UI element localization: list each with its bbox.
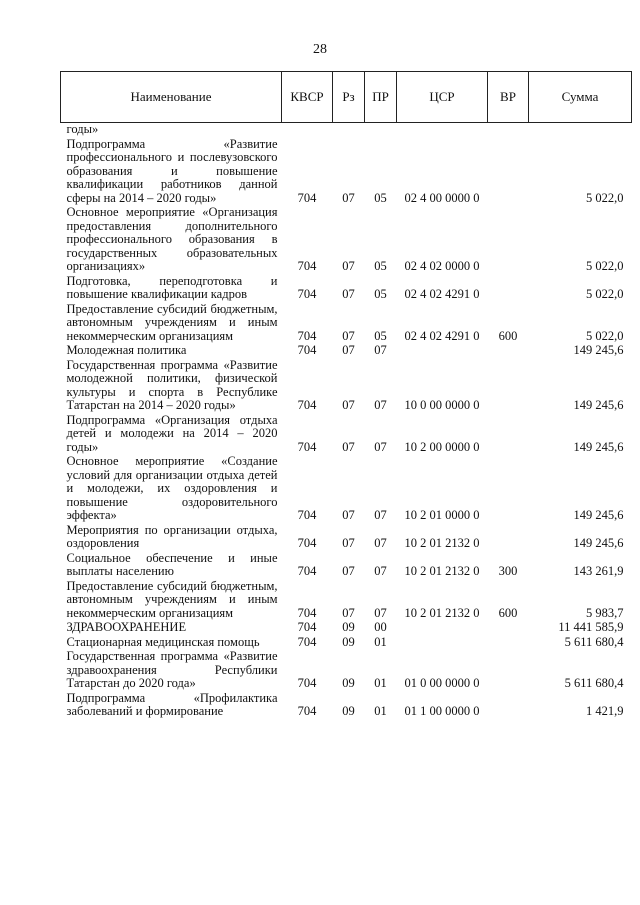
row-pr: 05 <box>374 328 387 343</box>
row-name: Предоставление субсидий бюджетным, автономным учреждениям и иным некоммерческим организациям <box>66 301 278 343</box>
row-pr <box>365 123 397 137</box>
row-vr <box>488 358 529 413</box>
row-name: ЗДРАВООХРАНЕНИЕ <box>66 620 187 634</box>
row-rz: 07 <box>342 508 355 522</box>
row-name: Подпрограмма «Организация отдыха детей и молодежи на 2014 – 2020 годы» <box>66 412 278 454</box>
row-csr: 10 2 00 0000 0 <box>404 439 480 454</box>
row-rz: 07 <box>342 343 355 357</box>
row-sum: 149 245,6 <box>573 508 624 522</box>
header-csr: ЦСР <box>397 72 488 123</box>
row-name: Государственная программа «Развитие здравоохранения Республики Татарстан до 2020 года» <box>66 649 278 690</box>
header-vr: ВР <box>488 72 529 123</box>
row-vr: 600 <box>498 328 518 343</box>
row-sum: 5 983,7 <box>586 605 624 620</box>
row-csr: 02 4 02 4291 0 <box>404 287 480 301</box>
table-row <box>61 358 632 413</box>
row-sum: 143 261,9 <box>573 564 624 578</box>
row-pr: 07 <box>374 536 387 550</box>
page-number: 28 <box>313 42 327 57</box>
row-csr: 02 4 00 0000 0 <box>404 190 480 205</box>
row-rz: 07 <box>342 439 355 454</box>
row-csr <box>397 620 488 635</box>
row-rz: 07 <box>342 328 355 343</box>
row-vr <box>488 205 529 274</box>
row-name: Основное мероприятие «Организация предоставления дополнительного профессионального образования в государственных образовательных организациях» <box>66 205 278 273</box>
table-row <box>61 454 632 523</box>
row-sum: 5 022,0 <box>586 259 624 273</box>
row-name: Подготовка, переподготовка и повышение квалификации кадров <box>66 273 278 301</box>
table-body <box>61 123 632 719</box>
row-rz: 09 <box>342 620 355 634</box>
row-pr: 01 <box>374 704 387 718</box>
row-vr <box>488 620 529 635</box>
row-rz: 09 <box>342 676 355 690</box>
row-sum: 149 245,6 <box>573 439 624 454</box>
table-row <box>61 123 632 137</box>
row-pr: 00 <box>374 620 387 634</box>
table-row <box>61 302 632 344</box>
table-row <box>61 579 632 621</box>
row-vr <box>488 691 529 719</box>
row-name: Молодежная политика <box>66 343 187 357</box>
row-kvsr: 704 <box>297 536 317 550</box>
row-kvsr: 704 <box>297 634 317 649</box>
row-pr: 01 <box>374 676 387 690</box>
row-rz: 07 <box>342 605 355 620</box>
table-row <box>61 620 632 635</box>
row-rz: 07 <box>342 536 355 550</box>
row-name: Подпрограмма «Профилактика заболеваний и формирование <box>66 690 278 718</box>
row-kvsr: 704 <box>297 439 317 454</box>
row-rz: 07 <box>342 190 355 205</box>
header-sum: Сумма <box>529 72 632 123</box>
row-name: Мероприятия по организации отдыха, оздоровления <box>66 522 278 550</box>
row-name: Государственная программа «Развитие молодежной политики, физической культуры и спорта в Республике Татарстан на 2014 – 2020 годы» <box>66 357 278 412</box>
row-sum: 149 245,6 <box>573 398 624 412</box>
row-kvsr: 704 <box>297 564 317 578</box>
row-csr: 10 2 01 0000 0 <box>404 508 480 522</box>
row-vr <box>488 635 529 650</box>
row-kvsr: 704 <box>297 676 317 690</box>
row-kvsr: 704 <box>297 704 317 718</box>
row-csr: 10 0 00 0000 0 <box>404 398 480 412</box>
row-vr <box>488 137 529 206</box>
row-kvsr: 704 <box>297 605 317 620</box>
row-name: годы» <box>66 122 99 136</box>
row-name: Социальное обеспечение и иные выплаты населению <box>66 550 278 578</box>
row-vr <box>488 454 529 523</box>
row-sum: 5 022,0 <box>586 287 624 301</box>
row-csr: 01 1 00 0000 0 <box>404 704 480 718</box>
table-row <box>61 691 632 719</box>
row-csr: 02 4 02 4291 0 <box>404 328 480 343</box>
table-row <box>61 635 632 650</box>
budget-table <box>60 71 632 719</box>
header-pr: ПР <box>365 72 397 123</box>
table-row <box>61 274 632 302</box>
row-pr: 07 <box>374 508 387 522</box>
row-csr <box>397 635 488 650</box>
row-kvsr: 704 <box>297 398 317 412</box>
row-csr <box>397 123 488 137</box>
row-csr: 01 0 00 0000 0 <box>404 676 480 690</box>
row-sum: 149 245,6 <box>573 536 624 550</box>
row-kvsr: 704 <box>297 508 317 522</box>
row-pr: 07 <box>374 439 387 454</box>
row-sum <box>529 123 632 137</box>
row-kvsr: 704 <box>297 287 317 301</box>
row-sum: 5 022,0 <box>586 328 624 343</box>
header-name: Наименование <box>61 72 282 123</box>
row-kvsr: 704 <box>297 343 317 357</box>
row-vr <box>488 413 529 455</box>
row-rz: 09 <box>342 634 355 649</box>
row-csr: 10 2 01 2132 0 <box>404 564 480 578</box>
row-rz: 07 <box>342 564 355 578</box>
table-header <box>61 72 632 123</box>
header-kvsr: КВСР <box>282 72 333 123</box>
row-sum: 1 421,9 <box>586 704 624 718</box>
row-pr: 07 <box>374 398 387 412</box>
table-row <box>61 523 632 551</box>
row-vr <box>488 274 529 302</box>
row-sum: 5 022,0 <box>586 190 624 205</box>
row-name: Основное мероприятие «Создание условий для организации отдыха детей и молодежи, их оздоровления и повышение оздоровительного эффекта» <box>66 454 278 522</box>
row-rz: 09 <box>342 704 355 718</box>
table-row <box>61 413 632 455</box>
row-name: Предоставление субсидий бюджетным, автономным учреждениям и иным некоммерческим организациям <box>66 578 278 620</box>
table-row <box>61 205 632 274</box>
row-rz: 07 <box>342 287 355 301</box>
row-pr: 05 <box>374 287 387 301</box>
row-vr <box>488 649 529 691</box>
row-kvsr: 704 <box>297 190 317 205</box>
row-csr: 10 2 01 2132 0 <box>404 536 480 550</box>
row-pr: 07 <box>374 564 387 578</box>
row-sum: 5 611 680,4 <box>564 676 624 690</box>
header-rz: Рз <box>333 72 365 123</box>
row-csr: 10 2 01 2132 0 <box>404 605 480 620</box>
table-row <box>61 137 632 206</box>
row-pr: 05 <box>374 259 387 273</box>
row-vr <box>488 123 529 137</box>
row-vr <box>488 523 529 551</box>
row-pr: 07 <box>374 605 387 620</box>
row-vr: 300 <box>498 564 518 578</box>
table-row <box>61 649 632 691</box>
row-csr: 02 4 02 0000 0 <box>404 259 480 273</box>
row-sum: 5 611 680,4 <box>564 634 624 649</box>
row-sum: 149 245,6 <box>573 343 624 357</box>
row-name: Подпрограмма «Развитие профессионального и послевузовского образования и повышение квалификации работников данной сферы на 2014 – 2020 годы» <box>66 136 278 205</box>
row-kvsr <box>282 123 333 137</box>
row-kvsr: 704 <box>297 259 317 273</box>
row-pr: 05 <box>374 190 387 205</box>
table-row <box>61 343 632 358</box>
row-sum: 11 441 585,9 <box>558 620 624 634</box>
row-name: Стационарная медицинская помощь <box>66 634 260 649</box>
row-kvsr: 704 <box>297 328 317 343</box>
row-pr: 01 <box>374 634 387 649</box>
row-vr: 600 <box>498 605 518 620</box>
row-rz: 07 <box>342 259 355 273</box>
row-rz <box>333 123 365 137</box>
row-vr <box>488 343 529 358</box>
row-pr: 07 <box>374 343 387 357</box>
row-csr <box>397 343 488 358</box>
row-rz: 07 <box>342 398 355 412</box>
table-row <box>61 551 632 579</box>
row-kvsr: 704 <box>297 620 317 634</box>
